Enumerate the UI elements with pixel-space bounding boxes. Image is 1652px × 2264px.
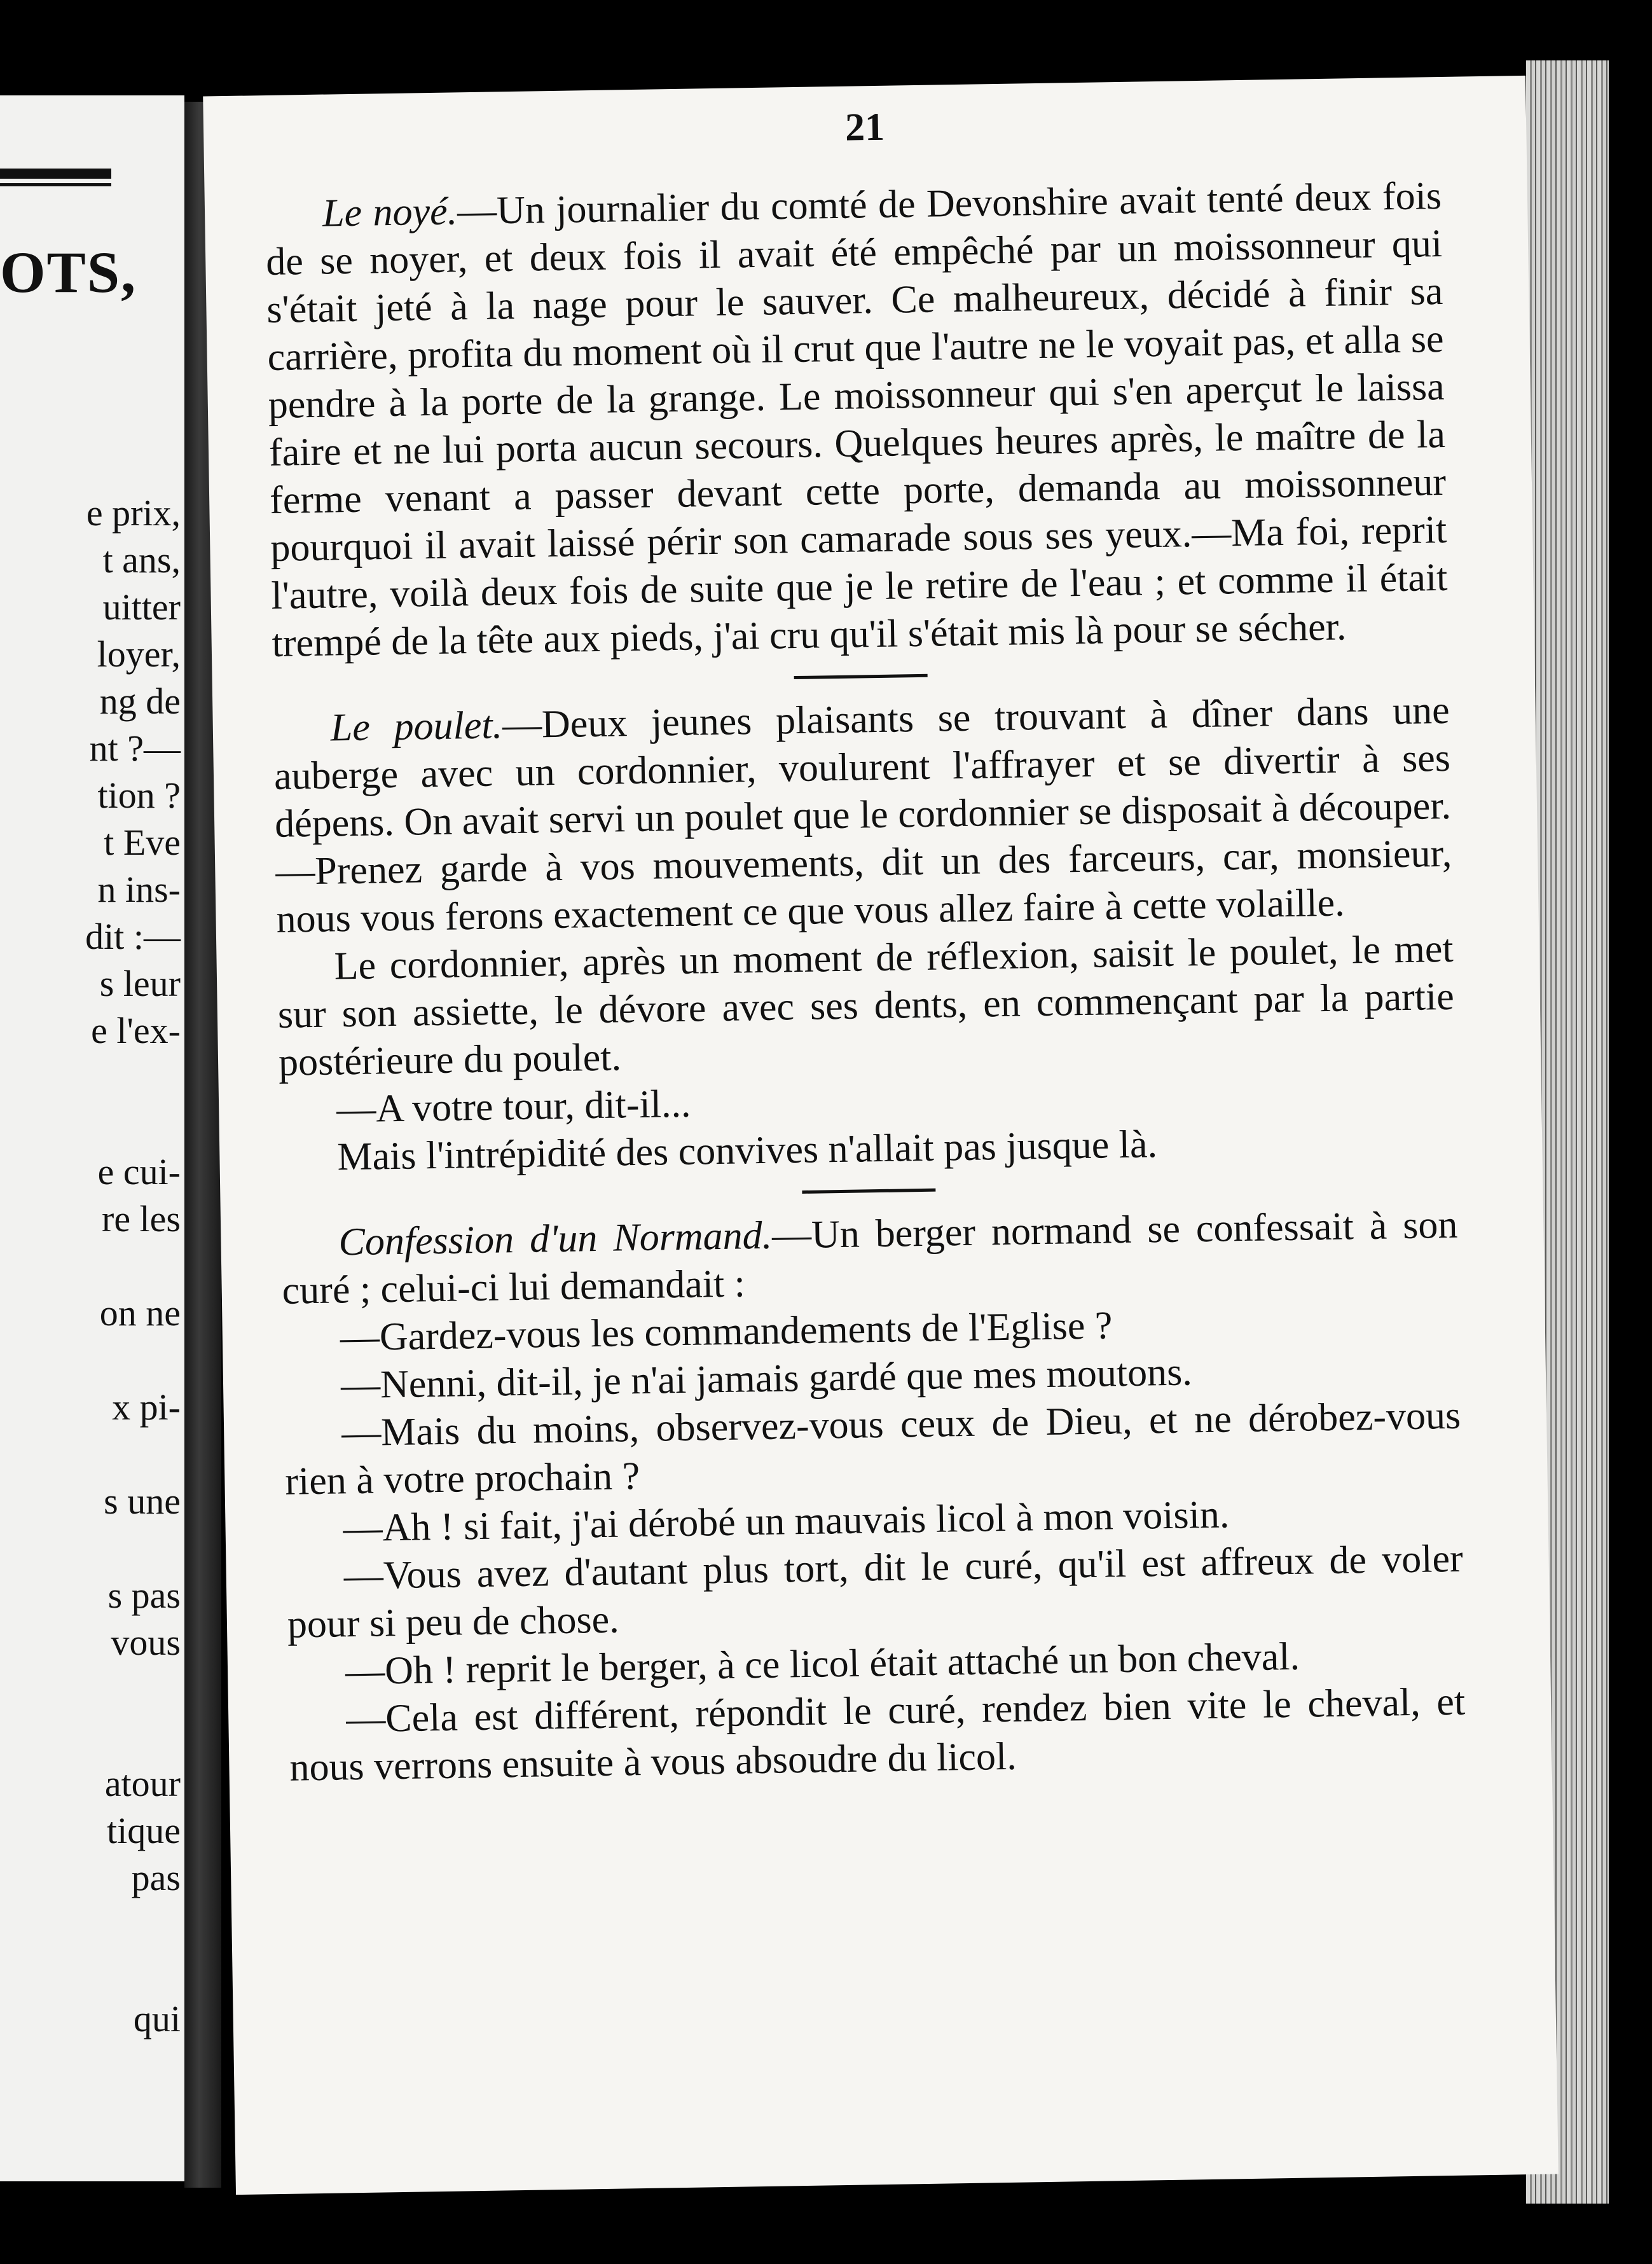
story-list: [265, 172, 1466, 1792]
left-page-rule-thin: [0, 183, 111, 186]
page-number: 21: [844, 105, 885, 149]
left-page-line: [85, 1525, 181, 1572]
left-page-line: on ne: [99, 1292, 181, 1334]
left-page-line: n ins-: [97, 869, 181, 910]
story-paragraph: —Mais du moins, observez-vous ceux de Dieu, et ne dérobez-vous rien à votre prochain ?: [284, 1393, 1461, 1503]
left-page: [0, 95, 184, 2181]
left-page-line: [85, 1101, 181, 1149]
story-paragraph: —Cela est différent, répondit le curé, rendez bien vite le cheval, et nous verrons ensuite à vous absoudre du licol.: [289, 1680, 1466, 1790]
left-page-line: e l'ex-: [91, 1010, 181, 1051]
left-page-line: re les: [102, 1198, 181, 1239]
left-page-heading: OTS,: [0, 240, 137, 305]
left-page-line: s une: [104, 1481, 181, 1522]
left-page-line: [85, 1243, 181, 1290]
story-paragraph: [273, 687, 1453, 944]
story-title: Le poulet.: [330, 703, 503, 750]
left-page-line: nt ?—: [89, 728, 181, 769]
left-page-line: e prix,: [86, 492, 181, 534]
story-text: —Un journalier du comté de Devonshire avait tenté deux fois de se noyer, et deux fois il avait été empêché par un moissonneur qui s'était jeté à la nage pour le sauver. Ce malheureux, décidé à finir sa carrière, profita du moment où il crut que l'autre ne le voyait pas, et alla se pendre à la porte de la grange. Le moissonneur qui s'en aperçut le laissa faire et ne lui porta aucun secours. Quelques heures après, le maître de la ferme venant a passer devant cette porte, demanda au moissonneur pourquoi il avait laissé périr son camarade sous ses yeux.—Ma foi, reprit l'autre, voilà deux fois de suite que je le retire de l'eau ; et comme il était trempé de la tête aux pieds, j'ai cru qu'il s'était mis là pour se sécher.: [265, 174, 1448, 665]
left-page-rule: [0, 169, 111, 179]
left-page-line: loyer,: [97, 633, 181, 675]
left-page-line: [85, 1902, 181, 1949]
story-separator: [802, 1189, 935, 1194]
left-page-line: [85, 1713, 181, 1760]
story-paragraph: —Nenni, dit-il, je n'ai jamais gardé que mes moutons.: [340, 1350, 1193, 1407]
left-page-line: s pas: [107, 1575, 181, 1616]
left-page-line: uitter: [102, 586, 181, 628]
left-page-line: [85, 1949, 181, 1996]
left-page-line: x pi-: [112, 1386, 181, 1428]
left-page-line: e cui-: [97, 1151, 181, 1192]
story-confession: [281, 1201, 1466, 1792]
left-page-line: [85, 1337, 181, 1384]
story-le-noye: [265, 172, 1449, 668]
left-page-line: tique: [107, 1810, 181, 1851]
story-paragraph: Mais l'intrépidité des convives n'allait pas jusque là.: [336, 1122, 1158, 1179]
story-paragraph: —Gardez-vous les commandements de l'Eglise ?: [340, 1304, 1113, 1360]
story-text: —Deux jeunes plaisants se trouvant à dîner dans une auberge avec un cordonnier, voulurent l'affrayer et se divertir à ses dépens. On avait servi un poulet que le cordonnier se disposait à découper.—Prenez garde à vos mouvements, dit un des farceurs, car, monsieur, nous vous ferons exactement ce que vous allez faire à cette volaille.: [273, 688, 1452, 941]
left-page-line: vous: [111, 1622, 181, 1663]
story-title: Le noyé.: [322, 190, 458, 235]
story-text: —Un berger normand se confessait à son curé ; celui-ci lui demandait :: [282, 1203, 1458, 1313]
story-paragraph: —A votre tour, dit-il...: [336, 1082, 691, 1131]
left-page-line: dit :—: [85, 916, 181, 957]
story-paragraph: —Ah ! si fait, j'ai dérobé un mauvais licol à mon voisin.: [343, 1493, 1230, 1550]
left-page-line: qui: [133, 1998, 181, 2040]
story-paragraph: [281, 1201, 1459, 1315]
story-le-poulet: [273, 687, 1457, 1182]
story-paragraph: Le cordonnier, après un moment de réflexion, saisit le poulet, le met sur son assiette, le dévore avec ses dents, en commençant par la partie postérieure du poulet.: [277, 927, 1455, 1084]
left-page-line: atour: [104, 1763, 181, 1804]
right-page: [203, 76, 1559, 2195]
story-title: Confession d'un Normand.: [338, 1213, 773, 1264]
left-page-line: t ans,: [102, 539, 181, 581]
left-page-line: tion ?: [97, 775, 181, 816]
left-page-line: ng de: [99, 680, 181, 722]
story-paragraph: [265, 172, 1449, 668]
left-page-line: s leur: [99, 963, 181, 1004]
left-page-line: [85, 1054, 181, 1101]
left-page-line: [85, 1431, 181, 1478]
left-page-line: [85, 1666, 181, 1713]
story-paragraph: —Oh ! reprit le berger, à ce licol était attaché un bon cheval.: [345, 1634, 1300, 1694]
story-paragraph: —Vous avez d'autant plus tort, dit le curé, qu'il est affreux de voler pour si peu de chose.: [287, 1536, 1464, 1646]
story-separator: [794, 674, 928, 679]
left-page-lines: [85, 490, 181, 2043]
left-page-line: pas: [131, 1857, 181, 1898]
left-page-line: t Eve: [104, 822, 181, 863]
